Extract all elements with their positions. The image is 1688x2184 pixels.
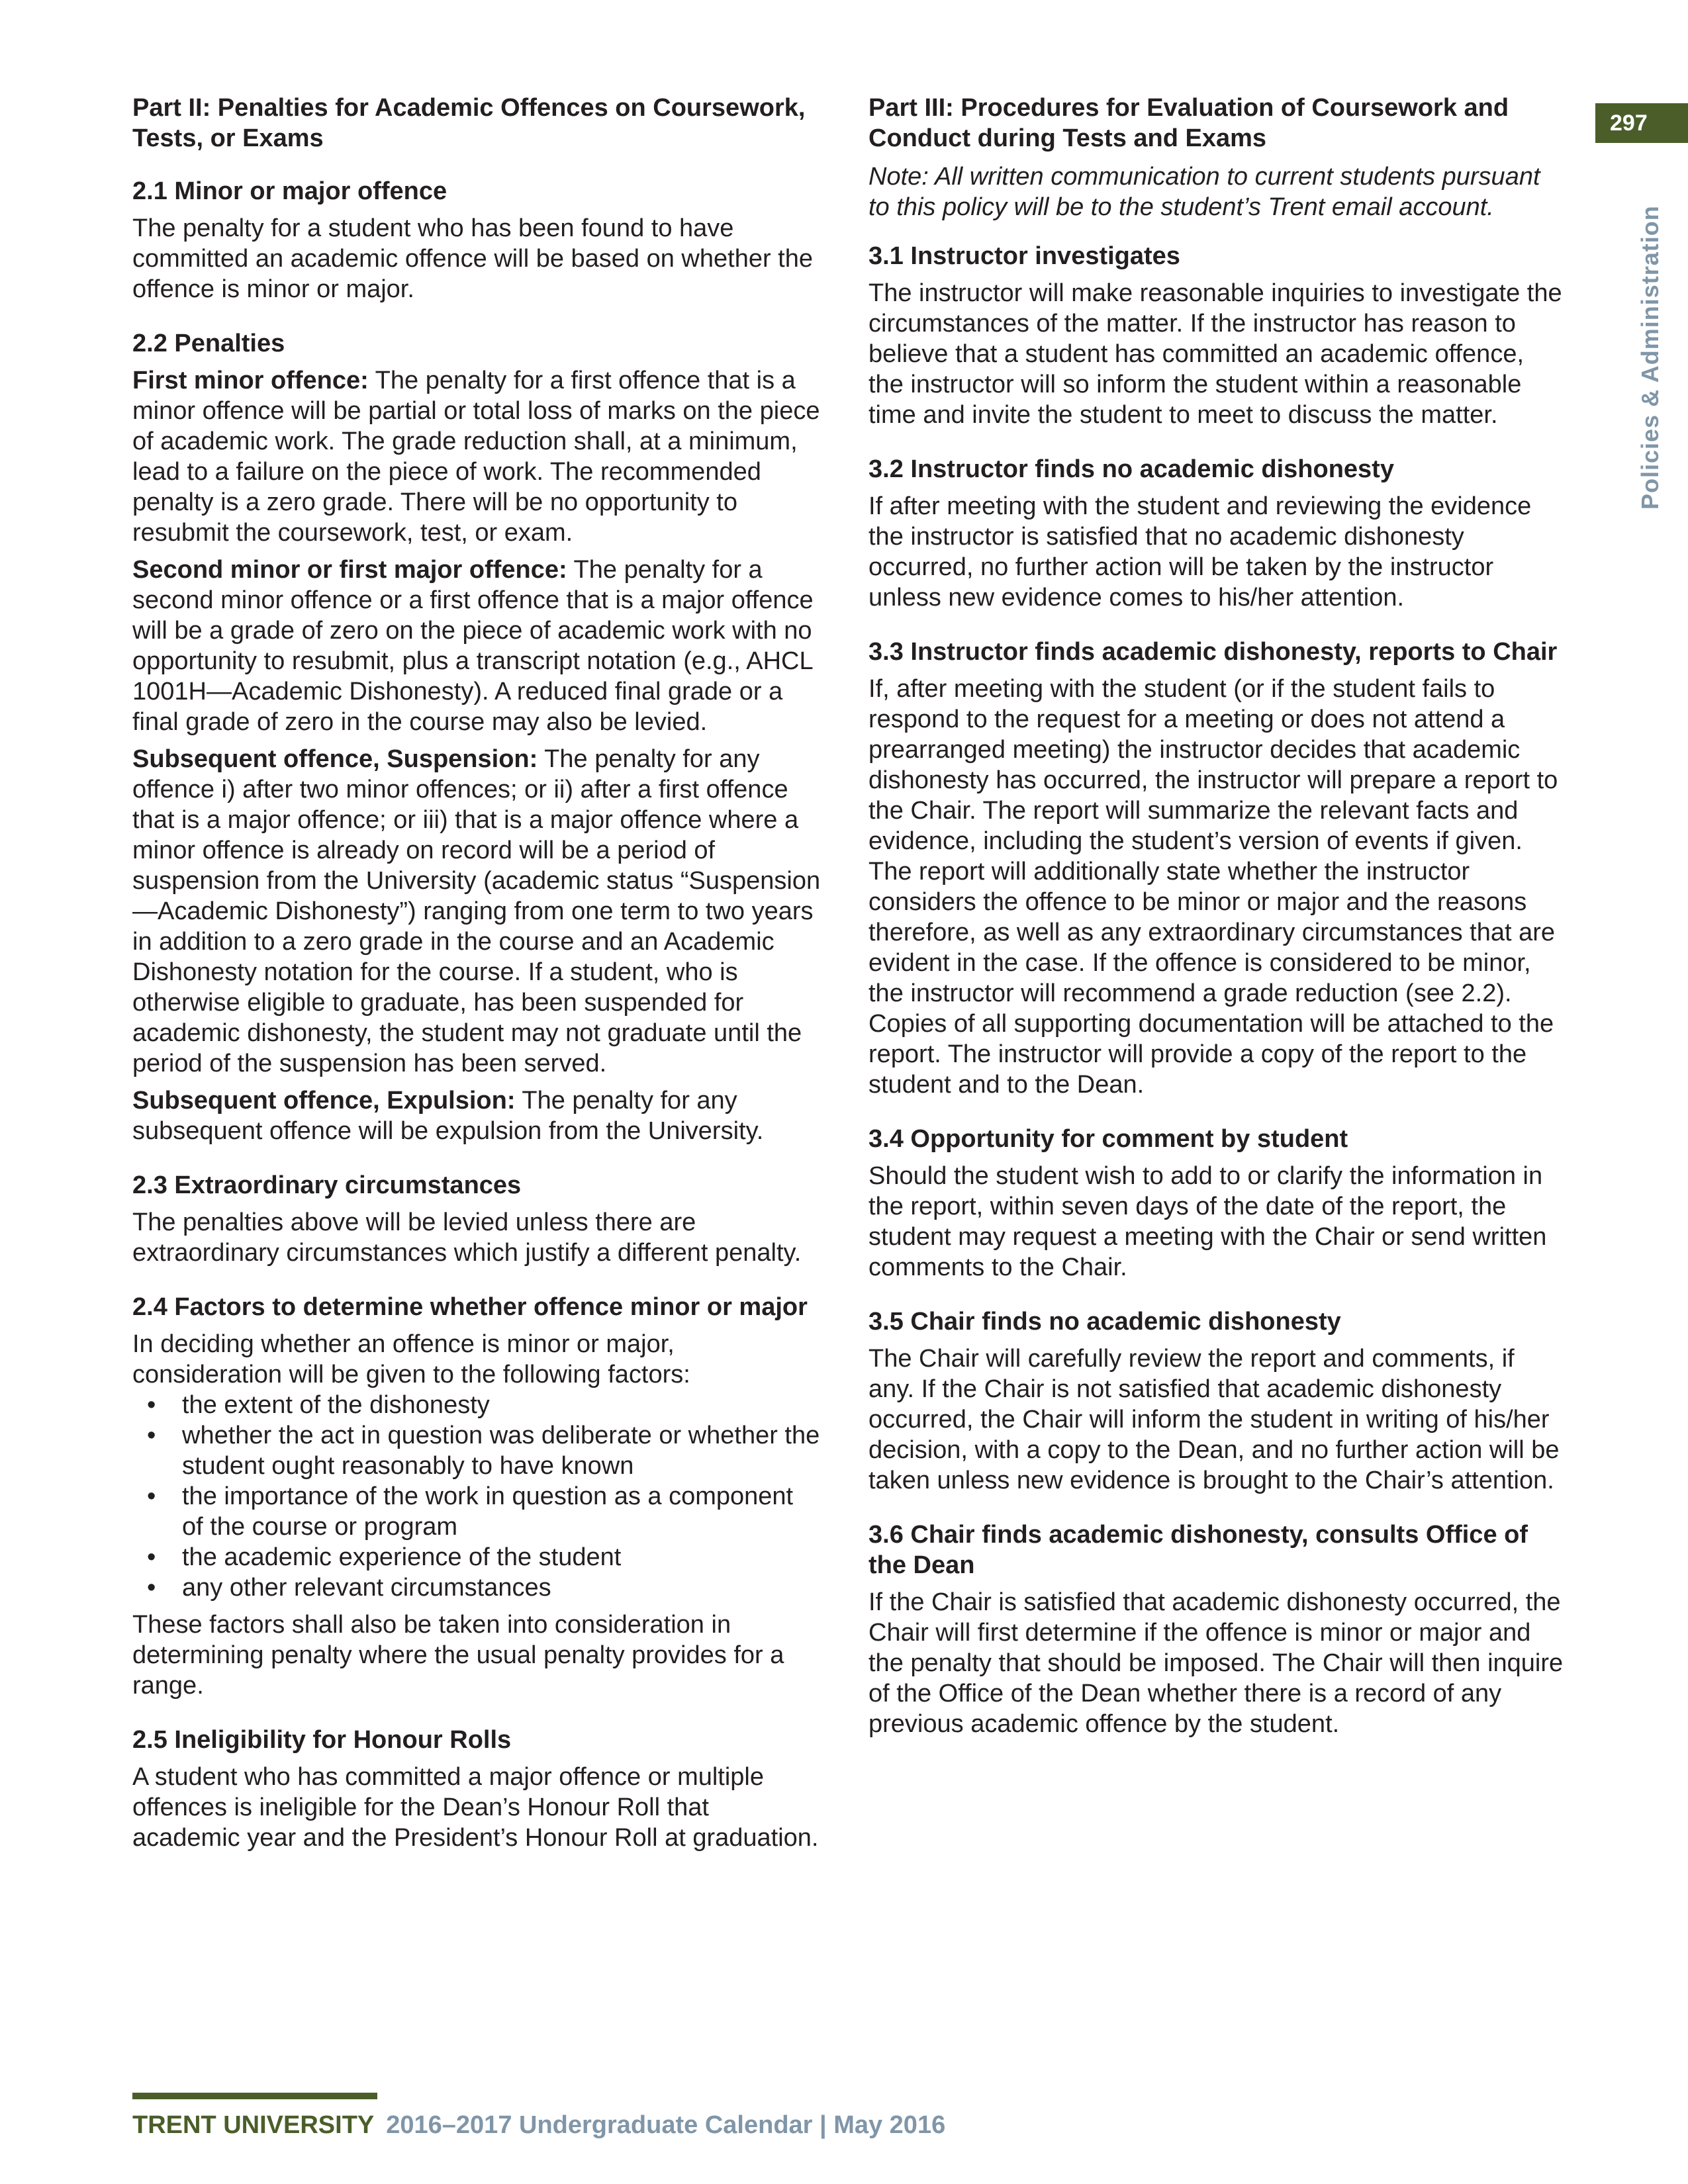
paragraph: The Chair will carefully review the report and comments, if any. If the Chair is not satisfied that academic dishonesty occurred, the Chair will inform the student in writing of his/her decision, with a copy to the Dean, and no further action will be taken unless new evidence is brought to the Chair’s attention. (868, 1345, 1560, 1494)
list-item: • the extent of the dishonesty (147, 1391, 490, 1419)
run-in-heading: First minor offence: (132, 367, 369, 394)
run-in-heading: Second minor or first major offence: (132, 556, 567, 584)
section-heading: 2.1 Minor or major offence (132, 177, 447, 205)
section-2-4 (132, 1292, 821, 1701)
list-item: • whether the act in question was deliberate or whether the student ought reasonably to have known (147, 1422, 820, 1480)
section-2-3 (132, 1170, 821, 1268)
paragraph (132, 555, 821, 737)
section-2-5 (132, 1725, 821, 1853)
footer-rule (132, 2093, 377, 2099)
section-heading: 2.5 Ineligibility for Honour Rolls (132, 1726, 512, 1754)
paragraph-text: The penalty for a second minor offence or a first offence that is a major offence will be a grade of zero on the piece of academic work with no opportunity to resubmit, plus a transcript notation (e.g., AHCL 1001H—Academic Dishonesty). A reduced final grade or a final grade of zero in the course may also be levied. (132, 556, 814, 736)
section-3-5 (868, 1306, 1564, 1496)
run-in-heading: Subsequent offence, Suspension: (132, 745, 538, 773)
bullet-icon: • (147, 1482, 156, 1510)
section-heading: 2.2 Penalties (132, 330, 285, 357)
factor-list (132, 1390, 821, 1603)
left-column (132, 93, 821, 1877)
section-2-1 (132, 176, 821, 304)
section-side-label: Policies & Administration (1636, 205, 1664, 510)
paragraph: If the Chair is satisfied that academic dishonesty occurred, the Chair will first determine if the offence is minor or major and the penalty that should be imposed. The Chair will then inquire of the Office of the Dean whether there is a record of any previous academic offence by the student. (868, 1588, 1564, 1738)
footer (132, 2111, 945, 2140)
section-2-2 (132, 328, 821, 1146)
right-column (868, 93, 1564, 1763)
paragraph: If after meeting with the student and reviewing the evidence the instructor is satisfied that no academic dishonesty occurred, no further action will be taken by the instructor unless new evidence comes to his/her attention. (868, 492, 1532, 612)
section-heading: 3.5 Chair finds no academic dishonesty (868, 1308, 1341, 1336)
footer-calendar: 2016–2017 Undergraduate Calendar | May 2016 (386, 2111, 946, 2139)
part-iii-title: Part III: Procedures for Evaluation of Coursework and Conduct during Tests and Exams (868, 94, 1509, 152)
bullet-icon: • (147, 1391, 156, 1419)
paragraph-text: The penalty for any offence i) after two minor offences; or ii) after a first offence that is a major offence; or iii) that is a major offence where a minor offence is already on record will be a period of suspension from the University (academic status “Suspension—Academic Dishonesty”) ranging from one term to two years in addition to a zero grade in the course and an Academic Dishonesty notation for the course. If a student, who is otherwise eligible to graduate, has been suspended for academic dishonesty, the student may not graduate until the period of the suspension has been served. (132, 745, 821, 1077)
section-3-3 (868, 637, 1564, 1100)
paragraph-text: The penalty for any subsequent offence will be expulsion from the University. (132, 1087, 764, 1145)
section-3-4 (868, 1124, 1564, 1283)
section-heading: 2.3 Extraordinary circumstances (132, 1171, 522, 1199)
paragraph: The instructor will make reasonable inquiries to investigate the circumstances of the matter. If the instructor has reason to believe that a student has committed an academic offence, the instructor will so inform the student within a reasonable time and invite the student to meet to discuss the matter. (868, 279, 1562, 429)
paragraph (132, 744, 821, 1079)
bullet-icon: • (147, 1543, 156, 1571)
paragraph: In deciding whether an offence is minor or major, consideration will be given to the following factors: (132, 1330, 690, 1388)
section-heading: 3.2 Instructor finds no academic dishonesty (868, 455, 1394, 483)
footer-university: TRENT UNIVERSITY (132, 2111, 375, 2139)
email-note: Note: All written communication to current students pursuant to this policy will be to the student’s Trent email account. (868, 163, 1540, 221)
run-in-heading: Subsequent offence, Expulsion: (132, 1087, 516, 1115)
section-heading: 3.3 Instructor finds academic dishonesty, reports to Chair (868, 638, 1558, 666)
section-3-1 (868, 241, 1564, 430)
part-ii-title: Part II: Penalties for Academic Offences on Coursework, Tests, or Exams (132, 94, 806, 152)
paragraph (132, 1085, 821, 1146)
section-heading: 3.6 Chair finds academic dishonesty, consults Office of the Dean (868, 1521, 1528, 1579)
paragraph (132, 365, 821, 548)
paragraph-text: The penalty for a first offence that is a minor offence will be partial or total loss of marks on the piece of academic work. The grade reduction shall, at a minimum, lead to a failure on the piece of work. The recommended penalty is a zero grade. There will be no opportunity to resubmit the coursework, test, or exam. (132, 367, 820, 547)
list-item: • the importance of the work in question as a component of the course or program (147, 1482, 794, 1541)
paragraph: Should the student wish to add to or clarify the information in the report, within seven days of the date of the report, the student may request a meeting with the Chair or send written comments to the Chair. (868, 1162, 1547, 1281)
paragraph: These factors shall also be taken into consideration in determining penalty where the usual penalty provides for a range. (132, 1611, 784, 1700)
section-3-2 (868, 454, 1564, 613)
section-heading: 3.4 Opportunity for comment by student (868, 1125, 1348, 1153)
list-item: • any other relevant circumstances (147, 1574, 551, 1602)
bullet-icon: • (147, 1574, 156, 1602)
list-item: • the academic experience of the student (147, 1543, 622, 1571)
paragraph: The penalty for a student who has been found to have committed an academic offence will be based on whether the offence is minor or major. (132, 214, 814, 303)
section-heading: 2.4 Factors to determine whether offence minor or major (132, 1293, 808, 1321)
page-number: 297 (1595, 103, 1688, 143)
section-heading: 3.1 Instructor investigates (868, 242, 1180, 270)
paragraph: The penalties above will be levied unless there are extraordinary circumstances which justify a different penalty. (132, 1208, 802, 1267)
section-3-6 (868, 1520, 1564, 1739)
paragraph: If, after meeting with the student (or if the student fails to respond to the request for a meeting or does not attend a prearranged meeting) the instructor decides that academic dishonesty has occurred, the instructor will prepare a report to the Chair. The report will summarize the relevant facts and evidence, including the student’s version of events if given. The report will additionally state whether the instructor considers the offence to be minor or major and the reasons therefore, as well as any extraordinary circumstances that are evident in the case. If the offence is considered to be minor, the instructor will recommend a grade reduction (see 2.2). Copies of all supporting documentation will be attached to the report. The instructor will provide a copy of the report to the student and to the Dean. (868, 675, 1558, 1099)
bullet-icon: • (147, 1422, 156, 1449)
paragraph: A student who has committed a major offence or multiple offences is ineligible for the Dean’s Honour Roll that academic year and the President’s Honour Roll at graduation. (132, 1763, 819, 1852)
